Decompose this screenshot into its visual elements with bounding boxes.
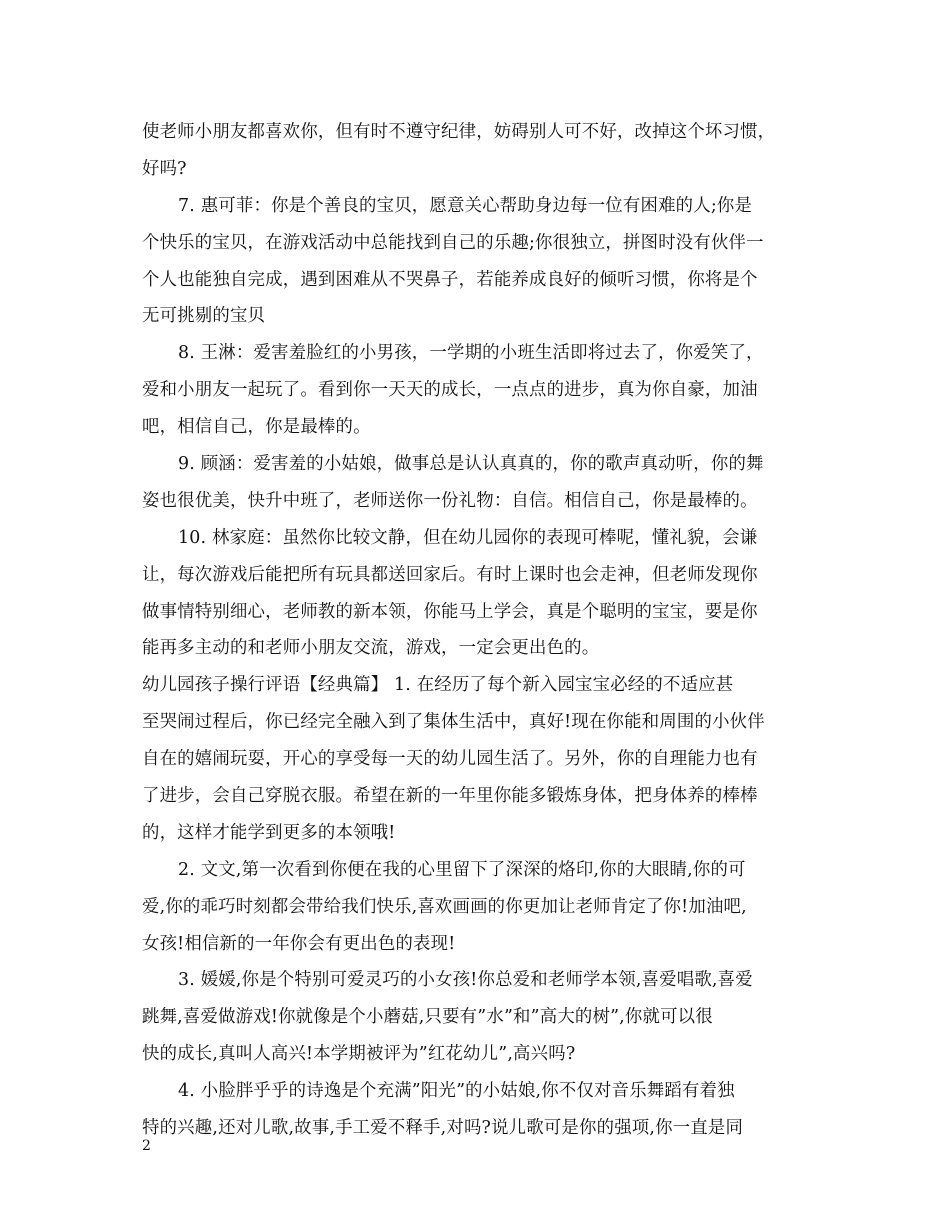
text-line: 爱,你的乖巧时刻都会带给我们快乐,喜欢画画的你更加让老师肯定了你!加油吧,	[142, 896, 747, 917]
text-line: 无可挑剔的宝贝	[142, 306, 266, 327]
text-line: 吧，相信自己，你是最棒的。	[142, 417, 371, 438]
text-line: 9. 顾涵：爱害羞的小姑娘，做事总是认认真真的，你的歌声真动听，你的舞	[178, 454, 764, 475]
text-line: 个人也能独自完成，遇到困难从不哭鼻子，若能养成良好的倾听习惯，你将是个	[142, 269, 758, 290]
text-line: 跳舞,喜爱做游戏!你就像是个小蘑菇,只要有”水”和”高大的树”,你就可以很	[142, 1007, 713, 1028]
text-line: 2. 文文,第一次看到你便在我的心里留下了深深的烙印,你的大眼睛,你的可	[178, 859, 746, 880]
text-line: 7. 惠可菲：你是个善良的宝贝，愿意关心帮助身边每一位有困难的人;你是	[178, 195, 753, 216]
text-line: 至哭闹过程后，你已经完全融入到了集体生活中，真好!现在你能和周围的小伙伴	[142, 712, 765, 733]
text-line: 自在的嬉闹玩耍，开心的享受每一天的幼儿园生活了。另外，你的自理能力也有	[142, 749, 758, 770]
document-body	[142, 114, 818, 1147]
text-line: 特的兴趣,还对儿歌,故事,手工爱不释手,对吗?说儿歌可是你的强项,你一直是同	[142, 1118, 744, 1139]
text-line: 3. 媛媛,你是个特别可爱灵巧的小女孩!你总爱和老师学本领,喜爱唱歌,喜爱	[178, 970, 753, 991]
text-line: 个快乐的宝贝，在游戏活动中总能找到自己的乐趣;你很独立，拼图时没有伙伴一	[142, 232, 764, 253]
text-line: 快的成长,真叫人高兴!本学期被评为”红花幼儿”,高兴吗?	[142, 1044, 576, 1065]
page-number: 2	[142, 1138, 151, 1154]
text-line: 10. 林家庭：虽然你比较文静，但在幼儿园你的表现可棒呢，懂礼貌，会谦	[178, 527, 758, 548]
text-line: 做事情特别细心，老师教的新本领，你能马上学会，真是个聪明的宝宝，要是你	[142, 601, 758, 622]
text-line: 女孩!相信新的一年你会有更出色的表现!	[142, 933, 456, 954]
text-line: 4. 小脸胖乎乎的诗逸是个充满”阳光”的小姑娘,你不仅对音乐舞蹈有着独	[178, 1081, 735, 1102]
text-line: 幼儿园孩子操行评语【经典篇】 1. 在经历了每个新入园宝宝必经的不适应甚	[142, 675, 734, 696]
text-line: 姿也很优美，快升中班了，老师送你一份礼物：自信。相信自己，你是最棒的。	[142, 490, 758, 511]
text-line: 好吗?	[142, 158, 187, 179]
text-line: 能再多主动的和老师小朋友交流，游戏，一定会更出色的。	[142, 638, 600, 659]
text-line: 了进步，会自己穿脱衣服。希望在新的一年里你能多锻炼身体，把身体养的棒棒	[142, 786, 758, 807]
text-line: 爱和小朋友一起玩了。看到你一天天的成长，一点点的进步，真为你自豪，加油	[142, 380, 758, 401]
text-line: 的，这样才能学到更多的本领哦!	[142, 822, 396, 843]
text-line: 让，每次游戏后能把所有玩具都送回家后。有时上课时也会走神，但老师发现你	[142, 564, 758, 585]
text-line: 使老师小朋友都喜欢你，但有时不遵守纪律，妨碍别人可不好，改掉这个坏习惯，	[142, 122, 776, 142]
text-line: 8. 王淋：爱害羞脸红的小男孩，一学期的小班生活即将过去了，你爱笑了，	[178, 343, 764, 364]
